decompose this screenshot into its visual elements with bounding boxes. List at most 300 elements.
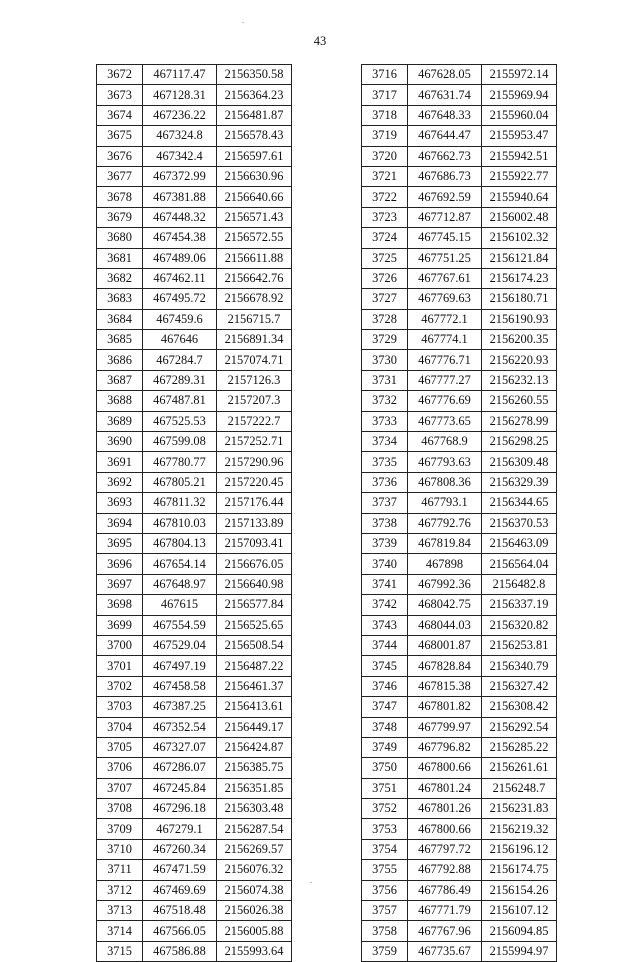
point-number-cell: 3711	[97, 860, 143, 880]
point-number-cell: 3739	[362, 533, 408, 553]
y-coordinate-cell: 2156232.13	[482, 370, 557, 390]
point-number-cell: 3673	[97, 85, 143, 105]
y-coordinate-cell: 2156564.04	[482, 554, 557, 574]
point-number-cell: 3751	[362, 778, 408, 798]
point-number-cell: 3715	[97, 941, 143, 961]
x-coordinate-cell: 467487.81	[143, 391, 217, 411]
x-coordinate-cell: 467296.18	[143, 799, 217, 819]
x-coordinate-cell: 467387.25	[143, 697, 217, 717]
point-number-cell: 3758	[362, 921, 408, 941]
x-coordinate-cell: 467631.74	[408, 85, 482, 105]
y-coordinate-cell: 2156424.87	[217, 737, 292, 757]
point-number-cell: 3691	[97, 452, 143, 472]
table-row	[362, 65, 557, 85]
x-coordinate-cell: 467459.6	[143, 309, 217, 329]
table-row	[362, 411, 557, 431]
y-coordinate-cell: 2156200.35	[482, 330, 557, 350]
table-row	[97, 350, 292, 370]
y-coordinate-cell: 2156676.05	[217, 554, 292, 574]
point-number-cell: 3721	[362, 166, 408, 186]
y-coordinate-cell: 2156253.81	[482, 635, 557, 655]
table-row	[97, 248, 292, 268]
point-number-cell: 3700	[97, 635, 143, 655]
table-row	[362, 554, 557, 574]
point-number-cell: 3714	[97, 921, 143, 941]
x-coordinate-cell: 467495.72	[143, 289, 217, 309]
point-number-cell: 3722	[362, 187, 408, 207]
table-row	[97, 513, 292, 533]
point-number-cell: 3672	[97, 65, 143, 85]
point-number-cell: 3698	[97, 595, 143, 615]
x-coordinate-cell: 467751.25	[408, 248, 482, 268]
table-row	[362, 452, 557, 472]
table-row	[97, 574, 292, 594]
x-coordinate-cell: 467767.96	[408, 921, 482, 941]
x-coordinate-cell: 467599.08	[143, 432, 217, 452]
point-number-cell: 3745	[362, 656, 408, 676]
y-coordinate-cell: 2156298.25	[482, 432, 557, 452]
x-coordinate-cell: 467554.59	[143, 615, 217, 635]
x-coordinate-cell: 467777.27	[408, 370, 482, 390]
point-number-cell: 3699	[97, 615, 143, 635]
y-coordinate-cell: 2156121.84	[482, 248, 557, 268]
table-row	[362, 860, 557, 880]
x-coordinate-cell: 467810.03	[143, 513, 217, 533]
table-row	[97, 65, 292, 85]
y-coordinate-cell: 2157133.89	[217, 513, 292, 533]
point-number-cell: 3735	[362, 452, 408, 472]
point-number-cell: 3743	[362, 615, 408, 635]
table-row	[97, 452, 292, 472]
point-number-cell: 3749	[362, 737, 408, 757]
x-coordinate-cell: 467686.73	[408, 166, 482, 186]
point-number-cell: 3687	[97, 370, 143, 390]
y-coordinate-cell: 2156508.54	[217, 635, 292, 655]
table-row	[97, 737, 292, 757]
y-coordinate-cell: 2156303.48	[217, 799, 292, 819]
x-coordinate-cell: 467792.76	[408, 513, 482, 533]
table-row	[362, 635, 557, 655]
point-number-cell: 3718	[362, 105, 408, 125]
y-coordinate-cell: 2157093.41	[217, 533, 292, 553]
x-coordinate-cell: 467776.71	[408, 350, 482, 370]
y-coordinate-cell: 2155994.97	[482, 941, 557, 961]
y-coordinate-cell: 2157207.3	[217, 391, 292, 411]
table-row	[97, 880, 292, 900]
y-coordinate-cell: 2156261.61	[482, 758, 557, 778]
y-coordinate-cell: 2156002.48	[482, 207, 557, 227]
x-coordinate-cell: 467804.13	[143, 533, 217, 553]
table-row	[362, 839, 557, 859]
table-row	[362, 799, 557, 819]
y-coordinate-cell: 2156350.58	[217, 65, 292, 85]
y-coordinate-cell: 2157252.71	[217, 432, 292, 452]
point-number-cell: 3723	[362, 207, 408, 227]
y-coordinate-cell: 2156196.12	[482, 839, 557, 859]
point-number-cell: 3752	[362, 799, 408, 819]
y-coordinate-cell: 2156329.39	[482, 472, 557, 492]
point-number-cell: 3754	[362, 839, 408, 859]
table-row	[97, 778, 292, 798]
table-row	[97, 146, 292, 166]
x-coordinate-cell: 467352.54	[143, 717, 217, 737]
x-coordinate-cell: 467898	[408, 554, 482, 574]
table-row	[362, 656, 557, 676]
table-row	[362, 941, 557, 961]
x-coordinate-cell: 467797.72	[408, 839, 482, 859]
x-coordinate-cell: 467525.53	[143, 411, 217, 431]
y-coordinate-cell: 2156308.42	[482, 697, 557, 717]
x-coordinate-cell: 467260.34	[143, 839, 217, 859]
y-coordinate-cell: 2155960.04	[482, 105, 557, 125]
point-number-cell: 3746	[362, 676, 408, 696]
point-number-cell: 3725	[362, 248, 408, 268]
x-coordinate-cell: 467735.67	[408, 941, 482, 961]
y-coordinate-cell: 2156074.38	[217, 880, 292, 900]
x-coordinate-cell: 468001.87	[408, 635, 482, 655]
y-coordinate-cell: 2156337.19	[482, 595, 557, 615]
table-row	[97, 860, 292, 880]
point-number-cell: 3694	[97, 513, 143, 533]
point-number-cell: 3688	[97, 391, 143, 411]
table-row	[362, 207, 557, 227]
point-number-cell: 3753	[362, 819, 408, 839]
y-coordinate-cell: 2156525.65	[217, 615, 292, 635]
x-coordinate-cell: 467497.19	[143, 656, 217, 676]
table-row	[97, 595, 292, 615]
y-coordinate-cell: 2156678.92	[217, 289, 292, 309]
table-row	[362, 105, 557, 125]
x-coordinate-cell: 467793.1	[408, 493, 482, 513]
table-row	[97, 819, 292, 839]
x-coordinate-cell: 467799.97	[408, 717, 482, 737]
table-row	[97, 228, 292, 248]
point-number-cell: 3738	[362, 513, 408, 533]
table-row	[97, 472, 292, 492]
y-coordinate-cell: 2156174.23	[482, 268, 557, 288]
y-coordinate-cell: 2155969.94	[482, 85, 557, 105]
point-number-cell: 3683	[97, 289, 143, 309]
y-coordinate-cell: 2155972.14	[482, 65, 557, 85]
y-coordinate-cell: 2156190.93	[482, 309, 557, 329]
point-number-cell: 3692	[97, 472, 143, 492]
y-coordinate-cell: 2156482.8	[482, 574, 557, 594]
y-coordinate-cell: 2156026.38	[217, 901, 292, 921]
x-coordinate-cell: 467236.22	[143, 105, 217, 125]
coordinates-table-left	[96, 64, 292, 962]
table-row	[362, 493, 557, 513]
table-row	[362, 391, 557, 411]
point-number-cell: 3757	[362, 901, 408, 921]
point-number-cell: 3717	[362, 85, 408, 105]
y-coordinate-cell: 2156370.53	[482, 513, 557, 533]
y-coordinate-cell: 2156327.42	[482, 676, 557, 696]
table-row	[97, 717, 292, 737]
y-coordinate-cell: 2156309.48	[482, 452, 557, 472]
x-coordinate-cell: 467471.59	[143, 860, 217, 880]
y-coordinate-cell: 2156413.61	[217, 697, 292, 717]
x-coordinate-cell: 467828.84	[408, 656, 482, 676]
table-row	[362, 268, 557, 288]
point-number-cell: 3693	[97, 493, 143, 513]
y-coordinate-cell: 2156597.61	[217, 146, 292, 166]
table-row	[362, 880, 557, 900]
table-row	[97, 309, 292, 329]
point-number-cell: 3716	[362, 65, 408, 85]
x-coordinate-cell: 467815.38	[408, 676, 482, 696]
x-coordinate-cell: 467128.31	[143, 85, 217, 105]
point-number-cell: 3675	[97, 126, 143, 146]
point-number-cell: 3737	[362, 493, 408, 513]
x-coordinate-cell: 467518.48	[143, 901, 217, 921]
y-coordinate-cell: 2156292.54	[482, 717, 557, 737]
point-number-cell: 3755	[362, 860, 408, 880]
x-coordinate-cell: 467767.61	[408, 268, 482, 288]
table-row	[362, 717, 557, 737]
x-coordinate-cell: 468042.75	[408, 595, 482, 615]
x-coordinate-cell: 467992.36	[408, 574, 482, 594]
table-row	[362, 126, 557, 146]
table-row	[362, 615, 557, 635]
y-coordinate-cell: 2157222.7	[217, 411, 292, 431]
x-coordinate-cell: 467117.47	[143, 65, 217, 85]
point-number-cell: 3712	[97, 880, 143, 900]
table-row	[362, 289, 557, 309]
point-number-cell: 3728	[362, 309, 408, 329]
table-row	[362, 574, 557, 594]
y-coordinate-cell: 2157074.71	[217, 350, 292, 370]
table-row	[97, 901, 292, 921]
y-coordinate-cell: 2156578.43	[217, 126, 292, 146]
y-coordinate-cell: 2156231.83	[482, 799, 557, 819]
x-coordinate-cell: 467245.84	[143, 778, 217, 798]
x-coordinate-cell: 467805.21	[143, 472, 217, 492]
table-row	[362, 85, 557, 105]
x-coordinate-cell: 467469.69	[143, 880, 217, 900]
x-coordinate-cell: 467586.88	[143, 941, 217, 961]
x-coordinate-cell: 467279.1	[143, 819, 217, 839]
table-row	[97, 635, 292, 655]
table-row	[97, 432, 292, 452]
x-coordinate-cell: 467286.07	[143, 758, 217, 778]
y-coordinate-cell: 2156107.12	[482, 901, 557, 921]
x-coordinate-cell: 467692.59	[408, 187, 482, 207]
x-coordinate-cell: 467662.73	[408, 146, 482, 166]
x-coordinate-cell: 467774.1	[408, 330, 482, 350]
y-coordinate-cell: 2156076.32	[217, 860, 292, 880]
x-coordinate-cell: 467811.32	[143, 493, 217, 513]
y-coordinate-cell: 2156481.87	[217, 105, 292, 125]
table-row	[97, 411, 292, 431]
point-number-cell: 3709	[97, 819, 143, 839]
point-number-cell: 3706	[97, 758, 143, 778]
table-row	[362, 350, 557, 370]
table-row	[362, 187, 557, 207]
table-row	[362, 901, 557, 921]
x-coordinate-cell: 467796.82	[408, 737, 482, 757]
point-number-cell: 3697	[97, 574, 143, 594]
table-row	[97, 676, 292, 696]
coordinates-table-right	[361, 64, 557, 962]
table-row	[97, 330, 292, 350]
point-number-cell: 3733	[362, 411, 408, 431]
point-number-cell: 3759	[362, 941, 408, 961]
x-coordinate-cell: 467745.15	[408, 228, 482, 248]
x-coordinate-cell: 467448.32	[143, 207, 217, 227]
y-coordinate-cell: 2156463.09	[482, 533, 557, 553]
table-row	[97, 697, 292, 717]
x-coordinate-cell: 467342.4	[143, 146, 217, 166]
x-coordinate-cell: 467489.06	[143, 248, 217, 268]
y-coordinate-cell: 2157290.96	[217, 452, 292, 472]
table-row	[362, 248, 557, 268]
table-row	[97, 839, 292, 859]
x-coordinate-cell: 467769.63	[408, 289, 482, 309]
x-coordinate-cell: 467819.84	[408, 533, 482, 553]
x-coordinate-cell: 467648.97	[143, 574, 217, 594]
table-row	[97, 554, 292, 574]
table-row	[362, 819, 557, 839]
point-number-cell: 3678	[97, 187, 143, 207]
y-coordinate-cell: 2157220.45	[217, 472, 292, 492]
point-number-cell: 3734	[362, 432, 408, 452]
y-coordinate-cell: 2156630.96	[217, 166, 292, 186]
y-coordinate-cell: 2156577.84	[217, 595, 292, 615]
table-row	[97, 615, 292, 635]
point-number-cell: 3701	[97, 656, 143, 676]
point-number-cell: 3742	[362, 595, 408, 615]
table-row	[362, 166, 557, 186]
y-coordinate-cell: 2156094.85	[482, 921, 557, 941]
point-number-cell: 3686	[97, 350, 143, 370]
table-row	[97, 799, 292, 819]
point-number-cell: 3740	[362, 554, 408, 574]
table-row	[362, 370, 557, 390]
point-number-cell: 3705	[97, 737, 143, 757]
point-number-cell: 3726	[362, 268, 408, 288]
point-number-cell: 3748	[362, 717, 408, 737]
point-number-cell: 3681	[97, 248, 143, 268]
table-row	[97, 656, 292, 676]
y-coordinate-cell: 2156385.75	[217, 758, 292, 778]
table-row	[97, 289, 292, 309]
table-row	[97, 207, 292, 227]
y-coordinate-cell: 2156269.57	[217, 839, 292, 859]
y-coordinate-cell: 2156344.65	[482, 493, 557, 513]
table-row	[362, 432, 557, 452]
y-coordinate-cell: 2156572.55	[217, 228, 292, 248]
x-coordinate-cell: 467566.05	[143, 921, 217, 941]
y-coordinate-cell: 2156285.22	[482, 737, 557, 757]
table-row	[362, 778, 557, 798]
point-number-cell: 3707	[97, 778, 143, 798]
point-number-cell: 3677	[97, 166, 143, 186]
x-coordinate-cell: 467800.66	[408, 819, 482, 839]
point-number-cell: 3682	[97, 268, 143, 288]
table-row	[97, 758, 292, 778]
x-coordinate-cell: 467628.05	[408, 65, 482, 85]
y-coordinate-cell: 2156642.76	[217, 268, 292, 288]
y-coordinate-cell: 2155993.64	[217, 941, 292, 961]
point-number-cell: 3679	[97, 207, 143, 227]
x-coordinate-cell: 467793.63	[408, 452, 482, 472]
point-number-cell: 3684	[97, 309, 143, 329]
y-coordinate-cell: 2156260.55	[482, 391, 557, 411]
table-row	[97, 268, 292, 288]
x-coordinate-cell: 467801.82	[408, 697, 482, 717]
point-number-cell: 3689	[97, 411, 143, 431]
y-coordinate-cell: 2156174.75	[482, 860, 557, 880]
point-number-cell: 3747	[362, 697, 408, 717]
x-coordinate-cell: 468044.03	[408, 615, 482, 635]
table-row	[97, 166, 292, 186]
x-coordinate-cell: 467615	[143, 595, 217, 615]
y-coordinate-cell: 2156154.26	[482, 880, 557, 900]
y-coordinate-cell: 2156640.98	[217, 574, 292, 594]
x-coordinate-cell: 467773.65	[408, 411, 482, 431]
x-coordinate-cell: 467654.14	[143, 554, 217, 574]
point-number-cell: 3708	[97, 799, 143, 819]
table-row	[362, 737, 557, 757]
table-row	[362, 676, 557, 696]
point-number-cell: 3719	[362, 126, 408, 146]
y-coordinate-cell: 2155942.51	[482, 146, 557, 166]
y-coordinate-cell: 2156278.99	[482, 411, 557, 431]
x-coordinate-cell: 467792.88	[408, 860, 482, 880]
x-coordinate-cell: 467648.33	[408, 105, 482, 125]
point-number-cell: 3756	[362, 880, 408, 900]
point-number-cell: 3696	[97, 554, 143, 574]
y-coordinate-cell: 2156449.17	[217, 717, 292, 737]
x-coordinate-cell: 467644.47	[408, 126, 482, 146]
point-number-cell: 3695	[97, 533, 143, 553]
y-coordinate-cell: 2155953.47	[482, 126, 557, 146]
y-coordinate-cell: 2156487.22	[217, 656, 292, 676]
y-coordinate-cell: 2156287.54	[217, 819, 292, 839]
x-coordinate-cell: 467786.49	[408, 880, 482, 900]
table-row	[362, 533, 557, 553]
y-coordinate-cell: 2156351.85	[217, 778, 292, 798]
x-coordinate-cell: 467646	[143, 330, 217, 350]
table-row	[97, 370, 292, 390]
table-row	[97, 105, 292, 125]
point-number-cell: 3724	[362, 228, 408, 248]
point-number-cell: 3710	[97, 839, 143, 859]
point-number-cell: 3703	[97, 697, 143, 717]
table-row	[362, 472, 557, 492]
table-row	[362, 330, 557, 350]
table-row	[97, 391, 292, 411]
point-number-cell: 3674	[97, 105, 143, 125]
point-number-cell: 3750	[362, 758, 408, 778]
point-number-cell: 3744	[362, 635, 408, 655]
table-row	[362, 595, 557, 615]
x-coordinate-cell: 467801.26	[408, 799, 482, 819]
point-number-cell: 3720	[362, 146, 408, 166]
x-coordinate-cell: 467289.31	[143, 370, 217, 390]
x-coordinate-cell: 467284.7	[143, 350, 217, 370]
table-row	[97, 187, 292, 207]
y-coordinate-cell: 2156320.82	[482, 615, 557, 635]
y-coordinate-cell: 2156571.43	[217, 207, 292, 227]
point-number-cell: 3690	[97, 432, 143, 452]
table-row	[362, 228, 557, 248]
x-coordinate-cell: 467768.9	[408, 432, 482, 452]
scan-speck	[310, 882, 312, 883]
point-number-cell: 3713	[97, 901, 143, 921]
point-number-cell: 3704	[97, 717, 143, 737]
y-coordinate-cell: 2156715.7	[217, 309, 292, 329]
